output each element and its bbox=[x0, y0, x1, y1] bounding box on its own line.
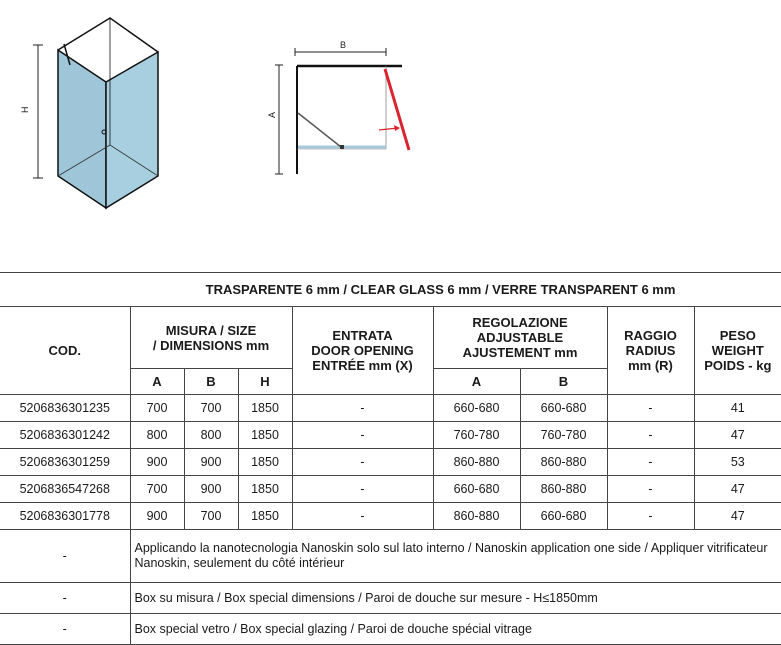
radius-cell: - bbox=[607, 395, 694, 422]
adj-a-cell: 660-680 bbox=[433, 476, 520, 503]
door-swing bbox=[385, 69, 409, 150]
size-h-header: H bbox=[238, 369, 292, 395]
weight-cell: 47 bbox=[694, 422, 781, 449]
adj-b-cell: 860-880 bbox=[520, 449, 607, 476]
note-row bbox=[0, 583, 781, 614]
size-a-cell: 800 bbox=[130, 422, 184, 449]
width-b-label: B bbox=[340, 40, 347, 50]
note-cod-cell: - bbox=[0, 614, 130, 645]
depth-a-label: A bbox=[267, 111, 277, 118]
header-row bbox=[0, 307, 781, 369]
table-row bbox=[0, 449, 781, 476]
size-b-cell: 700 bbox=[184, 503, 238, 530]
door-cell: - bbox=[292, 395, 433, 422]
size-b-cell: 900 bbox=[184, 449, 238, 476]
weight-cell: 47 bbox=[694, 503, 781, 530]
height-label: H bbox=[20, 106, 30, 113]
adj-a-cell: 860-880 bbox=[433, 503, 520, 530]
radius-header: RAGGIO RADIUS mm (R) bbox=[607, 307, 694, 395]
note-row bbox=[0, 614, 781, 645]
cod-header: COD. bbox=[0, 307, 130, 395]
door-cell: - bbox=[292, 503, 433, 530]
table-row bbox=[0, 503, 781, 530]
size-a-cell: 900 bbox=[130, 503, 184, 530]
weight-cell: 47 bbox=[694, 476, 781, 503]
adj-a-cell: 660-680 bbox=[433, 395, 520, 422]
note-text: Box su misura / Box special dimensions / Paroi de douche sur mesure - H≤1850mm bbox=[130, 583, 781, 614]
cod-cell: 5206836301242 bbox=[0, 422, 130, 449]
note-text: Applicando la nanotecnologia Nanoskin solo sul lato interno / Nanoskin application one side / Appliquer vitrificateur Nanoskin, seulement du côté intérieur bbox=[130, 530, 781, 583]
weight-cell: 41 bbox=[694, 395, 781, 422]
note-text: Box special vetro / Box special glazing / Paroi de douche spécial vitrage bbox=[130, 614, 781, 645]
note-cod-cell: - bbox=[0, 583, 130, 614]
enclosure-plan-drawing bbox=[262, 34, 422, 184]
size-h-cell: 1850 bbox=[238, 476, 292, 503]
size-b-cell: 800 bbox=[184, 422, 238, 449]
cod-cell: 5206836301778 bbox=[0, 503, 130, 530]
table-row bbox=[0, 422, 781, 449]
size-h-cell: 1850 bbox=[238, 395, 292, 422]
adj-b-cell: 860-880 bbox=[520, 476, 607, 503]
table-title: TRASPARENTE 6 mm / CLEAR GLASS 6 mm / VERRE TRANSPARENT 6 mm bbox=[0, 273, 781, 307]
door-cell: - bbox=[292, 476, 433, 503]
size-b-cell: 900 bbox=[184, 476, 238, 503]
radius-cell: - bbox=[607, 422, 694, 449]
size-b-cell: 700 bbox=[184, 395, 238, 422]
right-glass-panel bbox=[106, 52, 158, 208]
adj-a-header: A bbox=[433, 369, 520, 395]
door-opening-header: ENTRATA DOOR OPENING ENTRÉE mm (X) bbox=[292, 307, 433, 395]
adj-a-cell: 760-780 bbox=[433, 422, 520, 449]
weight-header: PESO WEIGHT POIDS - kg bbox=[694, 307, 781, 395]
adjustable-header: REGOLAZIONE ADJUSTABLE AJUSTEMENT mm bbox=[433, 307, 607, 369]
size-a-cell: 700 bbox=[130, 476, 184, 503]
product-drawings bbox=[0, 0, 781, 270]
adj-b-cell: 660-680 bbox=[520, 503, 607, 530]
size-header: MISURA / SIZE / DIMENSIONS mm bbox=[130, 307, 292, 369]
door-cell: - bbox=[292, 422, 433, 449]
adj-b-header: B bbox=[520, 369, 607, 395]
cod-cell: 5206836301235 bbox=[0, 395, 130, 422]
note-cod-cell: - bbox=[0, 530, 130, 583]
size-a-header: A bbox=[130, 369, 184, 395]
radius-cell: - bbox=[607, 503, 694, 530]
cod-cell: 5206836301259 bbox=[0, 449, 130, 476]
size-b-header: B bbox=[184, 369, 238, 395]
radius-cell: - bbox=[607, 449, 694, 476]
table-title-row bbox=[0, 273, 781, 307]
note-row bbox=[0, 530, 781, 583]
radius-cell: - bbox=[607, 476, 694, 503]
table-row bbox=[0, 476, 781, 503]
adj-b-cell: 660-680 bbox=[520, 395, 607, 422]
size-a-cell: 700 bbox=[130, 395, 184, 422]
spec-table bbox=[0, 272, 781, 645]
left-glass-panel bbox=[58, 50, 106, 208]
size-h-cell: 1850 bbox=[238, 503, 292, 530]
adj-b-cell: 760-780 bbox=[520, 422, 607, 449]
adj-a-cell: 860-880 bbox=[433, 449, 520, 476]
size-h-cell: 1850 bbox=[238, 449, 292, 476]
enclosure-3d-drawing bbox=[10, 10, 210, 240]
size-a-cell: 900 bbox=[130, 449, 184, 476]
size-h-cell: 1850 bbox=[238, 422, 292, 449]
cod-cell: 5206836547268 bbox=[0, 476, 130, 503]
weight-cell: 53 bbox=[694, 449, 781, 476]
door-cell: - bbox=[292, 449, 433, 476]
table-row bbox=[0, 395, 781, 422]
top-frame bbox=[58, 18, 158, 52]
